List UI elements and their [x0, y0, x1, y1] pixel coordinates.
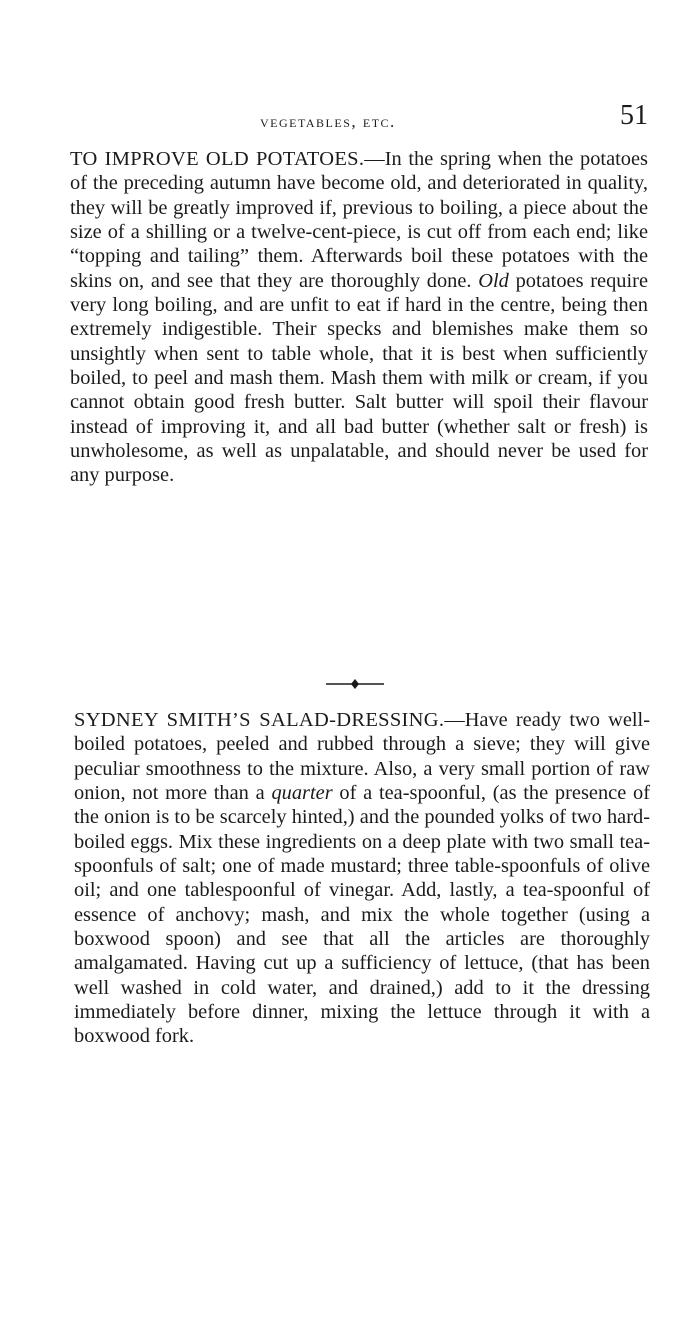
recipe-emphasis: quarter — [271, 782, 333, 805]
recipe-emphasis: Old — [478, 269, 509, 292]
recipe-text: —In the spring when the potatoes of the preceding autumn have become old, and deteriorated in quality, they will be greatly improved if, previous to boiling, a piece about the size of a shilling or a twelve-cent-piece, is cut off from each end; like “topping and tailing” them. Afterwards boil these potatoes with the skins on, and see that they are thoroughly done. — [70, 148, 648, 292]
running-title: vegetables, etc. — [260, 112, 396, 131]
recipe-heading: SYDNEY SMITH’S SALAD-DRESSING. — [74, 709, 445, 731]
recipe-paragraph-old-potatoes — [70, 147, 648, 488]
recipe-paragraph-salad-dressing — [74, 708, 650, 1049]
page-number: 51 — [620, 100, 648, 131]
running-header — [70, 100, 650, 134]
recipe-text: potatoes require very long boiling, and are unfit to eat if hard in the centre, being then extremely indigestible. Their specks and blemishes make them so unsightly when sent to table whole, that it is best when sufficiently boiled, to peel and mash them. Mash them with milk or cream, if you cannot obtain good fresh butter. Salt butter will spoil their flavour instead of improving it, and all bad butter (whether salt or fresh) is unwholesome, as well as unpalatable, and should never be used for any purpose. — [70, 269, 648, 487]
recipe-heading: TO IMPROVE OLD POTATOES. — [70, 148, 365, 170]
section-divider-ornament — [320, 677, 390, 691]
recipe-text: —Have ready two well-boiled potatoes, peeled and rubbed through a sieve; they will give peculiar smoothness to the mixture. Also, a very small portion of raw onion, not more than a — [74, 709, 650, 805]
recipe-text: of a tea-spoonful, (as the presence of the onion is to be scarcely hinted,) and the pounded yolks of two hard-boiled eggs. Mix these ingredients on a deep plate with two small tea-spoonfuls of salt; one of made mustard; three table-spoonfuls of olive oil; and one tablespoonful of vinegar. Add, lastly, a tea-spoonful of essence of anchovy; mash, and mix the whole together (using a boxwood spoon) and see that all the articles are thoroughly amalgamated. Having cut up a sufficiency of lettuce, (that has been well washed in cold water, and drained,) add to it the dressing immediately before dinner, mixing the lettuce through it with a boxwood fork. — [74, 782, 650, 1048]
